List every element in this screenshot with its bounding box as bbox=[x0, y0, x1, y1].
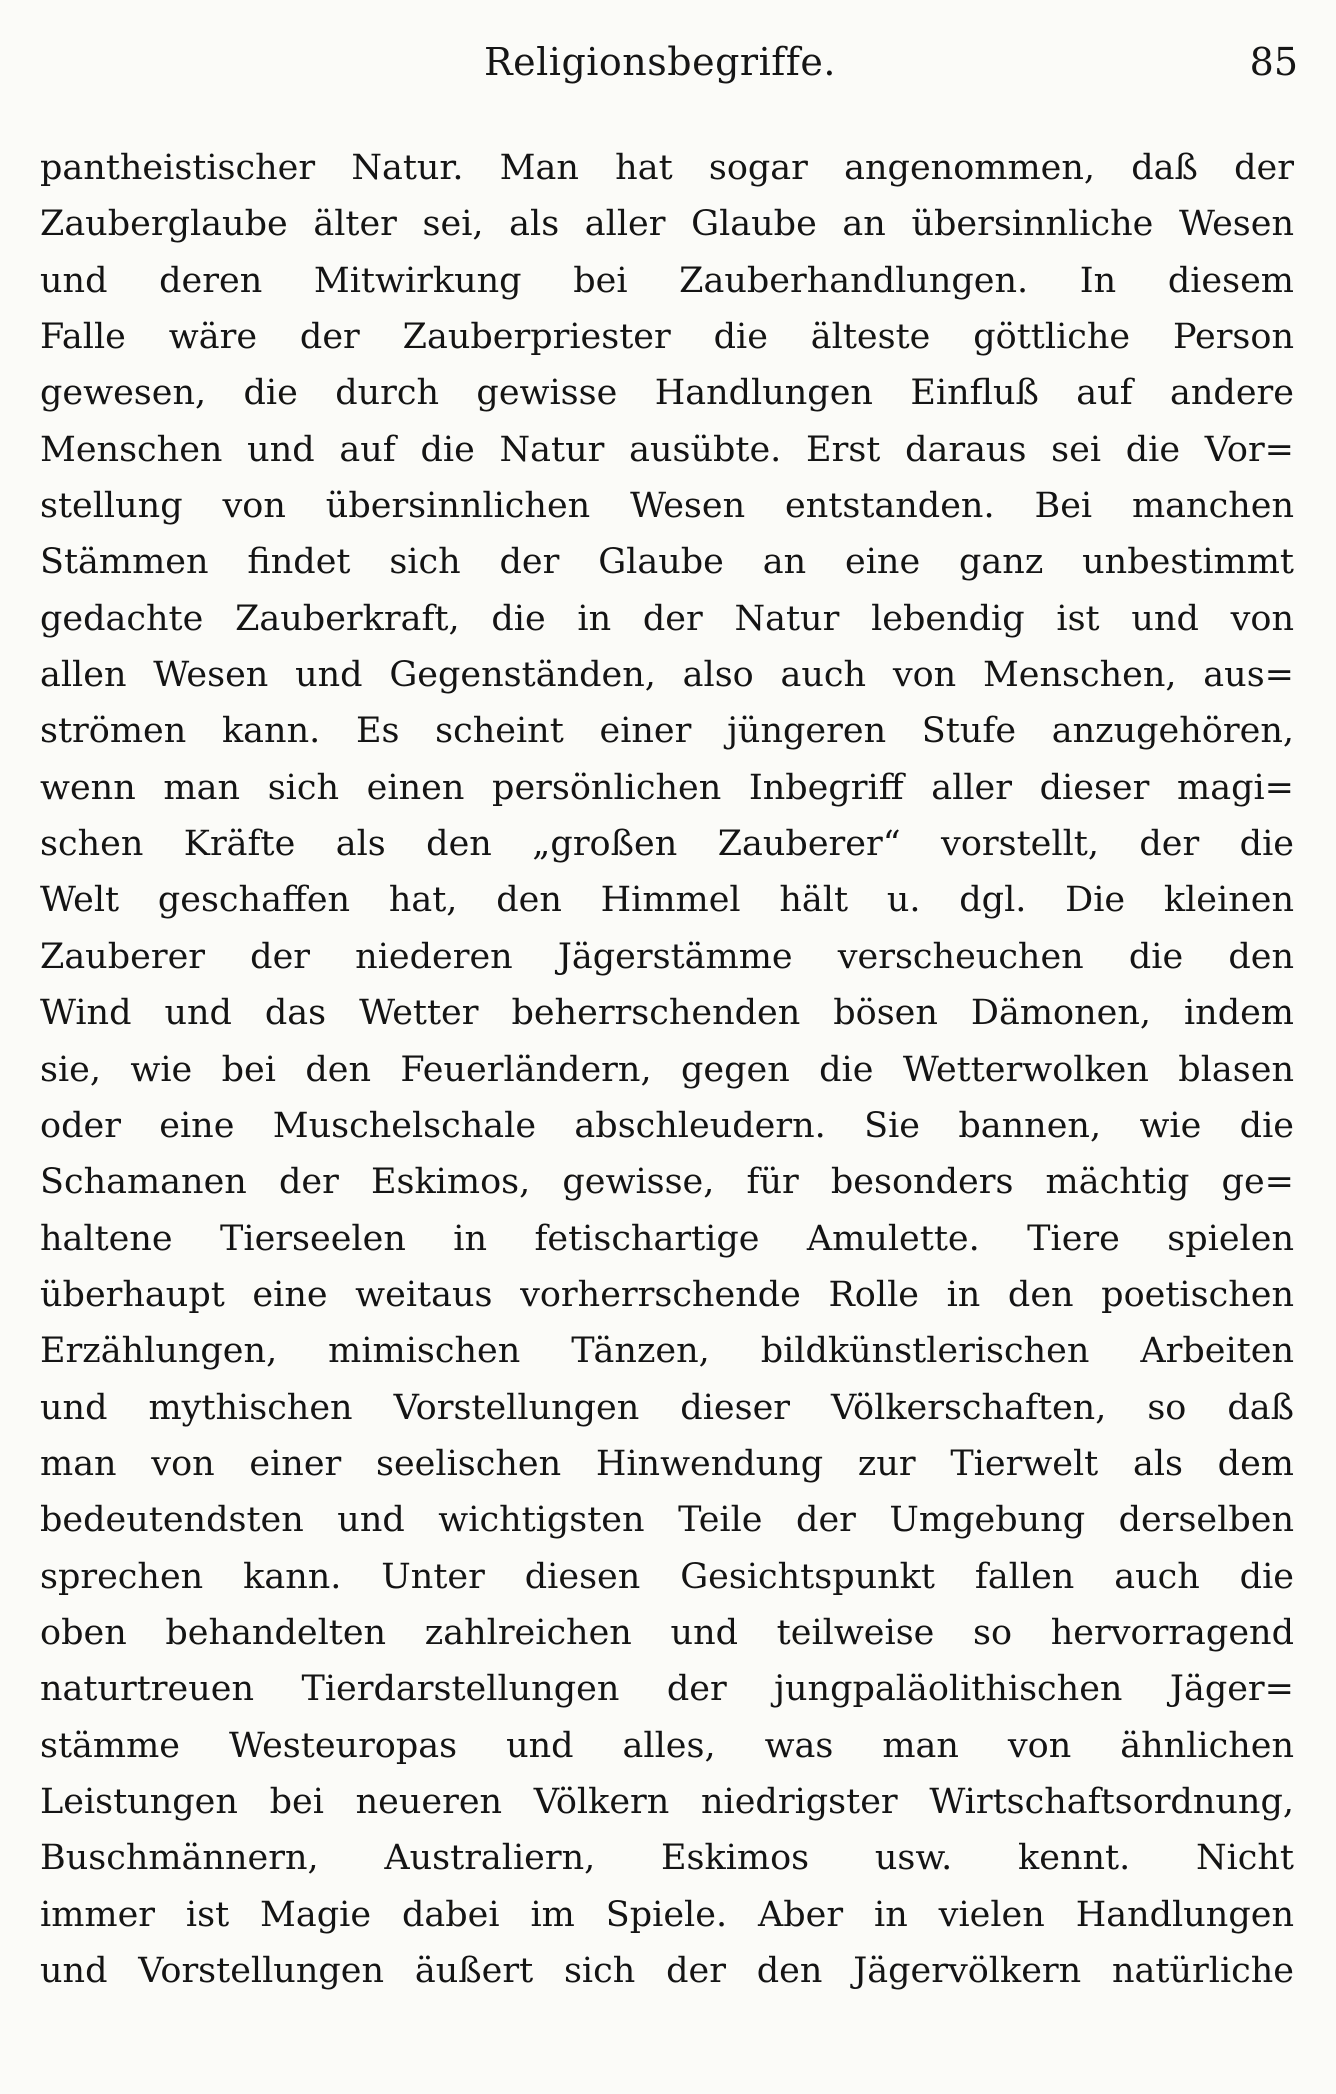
text-line: Zauberglaube älter sei, als aller Glaube an übersinnliche Wesen bbox=[40, 204, 1294, 245]
text-line: Falle wäre der Zauberpriester die älteste göttliche Person bbox=[40, 317, 1294, 358]
text-line: sie, wie bei den Feuerländern, gegen die Wetterwolken blasen bbox=[40, 1049, 1294, 1090]
text-line: und Vorstellungen äußert sich der den Jägervölkern natürliche bbox=[40, 1951, 1294, 1991]
text-line: man von einer seelischen Hinwendung zur Tierwelt als dem bbox=[40, 1443, 1294, 1484]
text-line: schen Kräfte als den „großen Zauberer“ vorstellt, der die bbox=[40, 824, 1294, 865]
running-title: Religionsbegriffe. bbox=[484, 40, 836, 84]
text-line: Leistungen bei neueren Völkern niedrigster Wirtschaftsordnung, bbox=[40, 1781, 1294, 1822]
page-number: 85 bbox=[1249, 40, 1298, 84]
text-line: wenn man sich einen persönlichen Inbegriff aller dieser magi= bbox=[40, 767, 1294, 808]
text-line: Stämmen findet sich der Glaube an eine ganz unbestimmt bbox=[40, 542, 1294, 583]
text-line: Wind und das Wetter beherrschenden bösen Dämonen, indem bbox=[40, 993, 1294, 1034]
text-line: sprechen kann. Unter diesen Gesichtspunkt fallen auch die bbox=[40, 1556, 1294, 1597]
text-line: Menschen und auf die Natur ausübte. Erst daraus sei die Vor= bbox=[40, 429, 1294, 470]
text-line: Buschmännern, Australiern, Eskimos usw. kennt. Nicht bbox=[40, 1838, 1294, 1879]
text-line: naturtreuen Tierdarstellungen der jungpaläolithischen Jäger= bbox=[40, 1669, 1294, 1710]
text-line: und deren Mitwirkung bei Zauberhandlungen. In diesem bbox=[40, 260, 1294, 301]
text-line: pantheistischer Natur. Man hat sogar angenommen, daß der bbox=[40, 148, 1294, 188]
text-line: gedachte Zauberkraft, die in der Natur lebendig ist und von bbox=[40, 598, 1294, 639]
text-line: Welt geschaffen hat, den Himmel hält u. dgl. Die kleinen bbox=[40, 880, 1294, 921]
text-line: überhaupt eine weitaus vorherrschende Rolle in den poetischen bbox=[40, 1274, 1294, 1315]
text-line: stellung von übersinnlichen Wesen entstanden. Bei manchen bbox=[40, 486, 1294, 527]
text-line: Zauberer der niederen Jägerstämme verscheuchen die den bbox=[40, 936, 1294, 977]
text-line: stämme Westeuropas und alles, was man von ähnlichen bbox=[40, 1725, 1294, 1766]
text-line: immer ist Magie dabei im Spiele. Aber in vielen Handlungen bbox=[40, 1894, 1294, 1935]
text-line: strömen kann. Es scheint einer jüngeren Stufe anzugehören, bbox=[40, 711, 1294, 752]
text-line: oben behandelten zahlreichen und teilweise so hervorragend bbox=[40, 1612, 1294, 1653]
text-line: bedeutendsten und wichtigsten Teile der Umgebung derselben bbox=[40, 1500, 1294, 1541]
text-line: oder eine Muschelschale abschleudern. Sie bannen, wie die bbox=[40, 1105, 1294, 1146]
text-line: und mythischen Vorstellungen dieser Völkerschaften, so daß bbox=[40, 1387, 1294, 1428]
text-line: haltene Tierseelen in fetischartige Amulette. Tiere spielen bbox=[40, 1218, 1294, 1259]
text-line: gewesen, die durch gewisse Handlungen Einfluß auf andere bbox=[40, 373, 1294, 414]
text-line: Erzählungen, mimischen Tänzen, bildkünstlerischen Arbeiten bbox=[40, 1331, 1294, 1372]
text-line: Schamanen der Eskimos, gewisse, für besonders mächtig ge= bbox=[40, 1162, 1294, 1203]
body-text bbox=[40, 140, 1294, 1999]
text-line: allen Wesen und Gegenständen, also auch von Menschen, aus= bbox=[40, 655, 1294, 696]
